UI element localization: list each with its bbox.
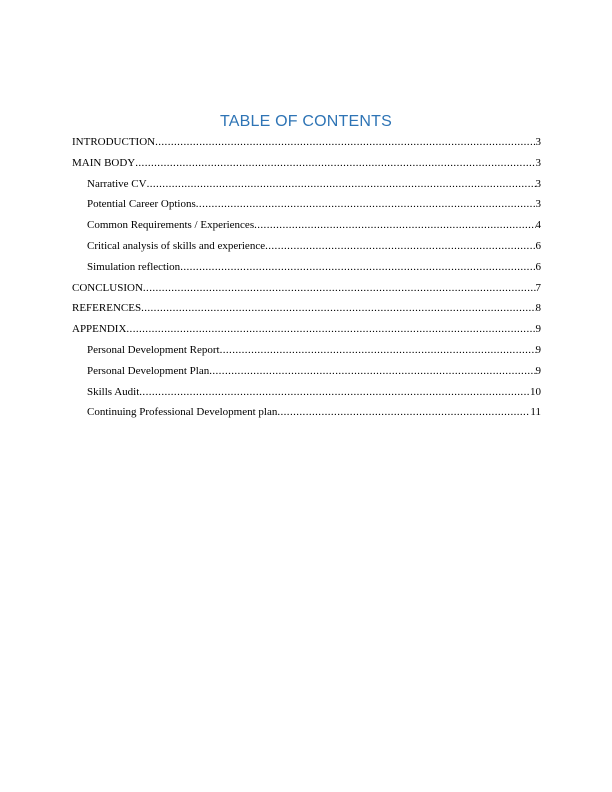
toc-title: TABLE OF CONTENTS bbox=[219, 113, 392, 130]
toc-entry-label: CONCLUSION bbox=[72, 281, 143, 294]
toc-dot-leader bbox=[147, 174, 536, 195]
toc-entry-label: Common Requirements / Experiences bbox=[87, 219, 255, 232]
toc-entry-label: Personal Development Plan bbox=[87, 364, 210, 377]
toc-page-number: 10 bbox=[530, 385, 541, 398]
toc-dot-leader bbox=[126, 319, 535, 340]
toc-page-number: 8 bbox=[535, 302, 541, 315]
toc-page-number: 3 bbox=[535, 156, 541, 169]
toc-entry-potential-career-options[interactable] bbox=[72, 194, 541, 215]
toc-entry-simulation-reflection[interactable] bbox=[72, 257, 541, 278]
toc-page-number: 9 bbox=[535, 323, 541, 336]
toc-page-number: 6 bbox=[535, 260, 541, 273]
toc-dot-leader bbox=[180, 257, 535, 278]
toc-entry-label: Simulation reflection bbox=[87, 260, 181, 273]
toc-page-number: 4 bbox=[535, 219, 541, 232]
toc-dot-leader bbox=[155, 132, 535, 153]
toc-dot-leader bbox=[196, 194, 536, 215]
toc-page-number: 9 bbox=[535, 364, 541, 377]
toc-entry-label: Narrative CV bbox=[87, 177, 147, 190]
toc-entry-common-requirements[interactable] bbox=[72, 215, 541, 236]
toc-entry-label: REFERENCES bbox=[72, 302, 142, 315]
toc-page-number: 3 bbox=[535, 177, 541, 190]
toc-page-number: 7 bbox=[535, 281, 541, 294]
toc-entry-references[interactable] bbox=[72, 298, 541, 319]
toc-page-number: 3 bbox=[535, 136, 541, 148]
toc-page-number: 9 bbox=[535, 343, 541, 356]
toc-entry-label: Continuing Professional Development plan bbox=[87, 406, 278, 419]
toc-list bbox=[72, 132, 541, 423]
toc-entry-cpd-plan[interactable] bbox=[72, 402, 541, 423]
toc-page-number: 11 bbox=[530, 406, 541, 419]
toc-entry-narrative-cv[interactable] bbox=[72, 174, 541, 195]
toc-entry-label: Personal Development Report bbox=[87, 343, 220, 356]
toc-dot-leader bbox=[141, 298, 535, 319]
toc-entry-skills-audit[interactable] bbox=[72, 382, 541, 403]
toc-entry-label: INTRODUCTION bbox=[72, 136, 156, 148]
toc-page-number: 3 bbox=[535, 198, 541, 211]
toc-entry-personal-development-report[interactable] bbox=[72, 340, 541, 361]
toc-entry-main-body[interactable] bbox=[72, 153, 541, 174]
toc-entry-conclusion[interactable] bbox=[72, 278, 541, 299]
toc-dot-leader bbox=[135, 153, 535, 174]
toc-entry-appendix[interactable] bbox=[72, 319, 541, 340]
toc-dot-leader bbox=[254, 215, 535, 236]
toc-entry-label: APPENDIX bbox=[72, 323, 127, 336]
toc-entry-critical-analysis[interactable] bbox=[72, 236, 541, 257]
toc-dot-leader bbox=[265, 236, 535, 257]
toc-dot-leader bbox=[143, 278, 536, 299]
toc-dot-leader bbox=[209, 361, 535, 382]
toc-dot-leader bbox=[139, 382, 530, 403]
toc-entry-label: Critical analysis of skills and experience bbox=[87, 239, 266, 252]
toc-page-number: 6 bbox=[535, 239, 541, 252]
toc-entry-label: Potential Career Options bbox=[87, 198, 196, 211]
toc-entry-introduction[interactable] bbox=[72, 132, 541, 153]
toc-entry-label: MAIN BODY bbox=[72, 156, 136, 169]
toc-entry-personal-development-plan[interactable] bbox=[72, 361, 541, 382]
toc-dot-leader bbox=[220, 340, 536, 361]
toc-dot-leader bbox=[277, 402, 530, 423]
toc-entry-label: Skills Audit bbox=[87, 385, 140, 398]
